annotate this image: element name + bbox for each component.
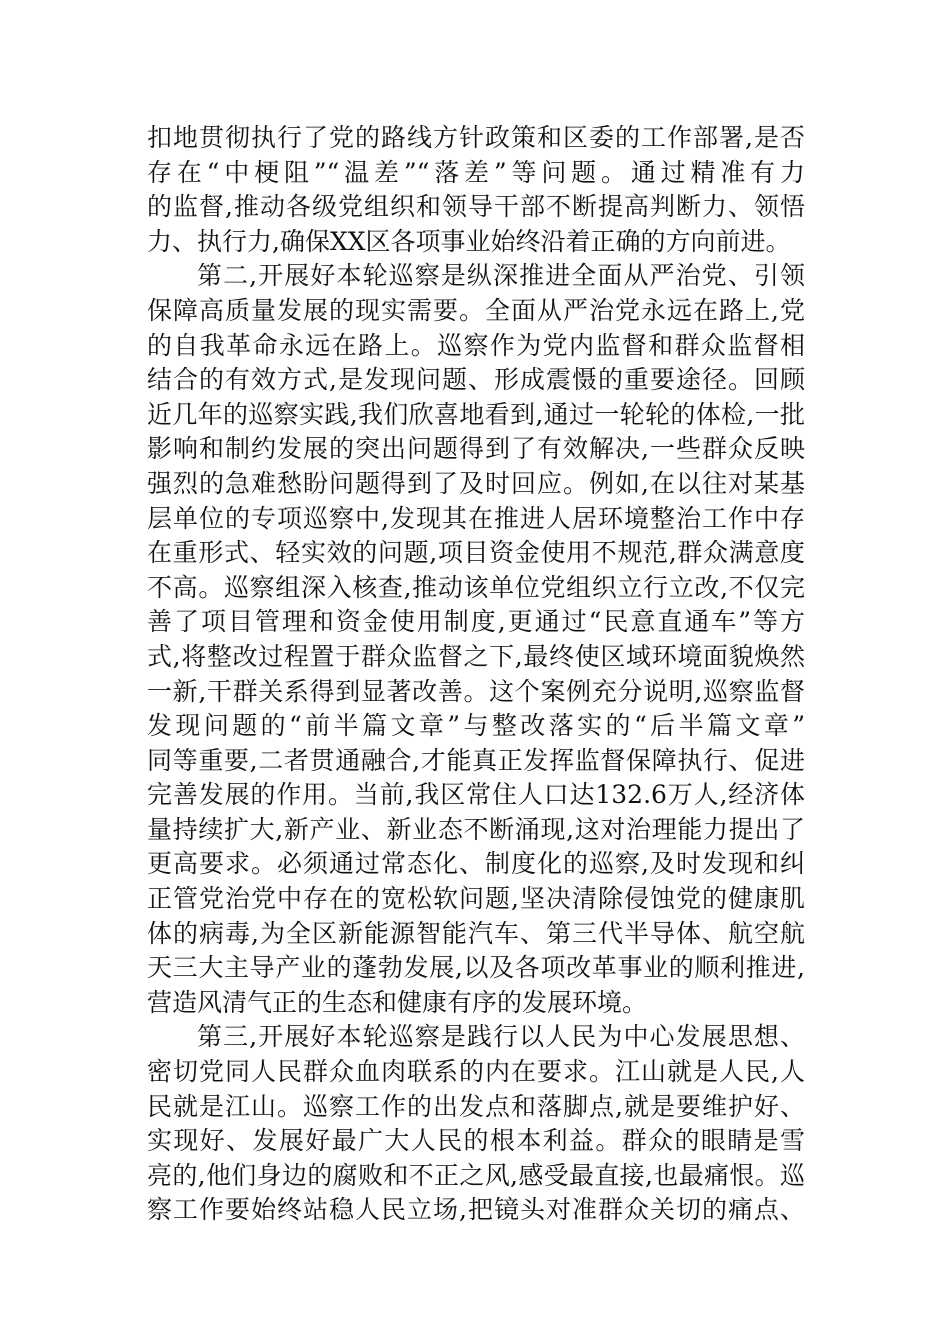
text-line: 天三大主导产业的蓬勃发展,以及各项改革事业的顺利推进,: [147, 953, 805, 983]
text-line: 结合的有效方式,是发现问题、形成震慑的重要途径。回顾: [147, 365, 805, 395]
text-line: 存在“中梗阻”“温差”“落差”等问题。通过精准有力: [147, 157, 805, 187]
text-line: 营造风清气正的生态和健康有序的发展环境。: [147, 987, 648, 1017]
text-line: 近几年的巡察实践,我们欣喜地看到,通过一轮轮的体检,一批: [147, 399, 805, 429]
text-line: 第二,开展好本轮巡察是纵深推进全面从严治党、引领: [197, 261, 805, 291]
text-line: 察工作要始终站稳人民立场,把镜头对准群众关切的痛点、: [147, 1195, 805, 1225]
text-line: 强烈的急难愁盼问题得到了及时回应。例如,在以往对某基: [147, 468, 805, 498]
text-line: 更高要求。必须通过常态化、制度化的巡察,及时发现和纠: [147, 849, 805, 879]
text-line: 在重形式、轻实效的问题,项目资金使用不规范,群众满意度: [147, 538, 805, 568]
text-line: 密切党同人民群众血肉联系的内在要求。江山就是人民,人: [147, 1057, 805, 1087]
text-line: 层单位的专项巡察中,发现其在推进人居环境整治工作中存: [147, 503, 805, 533]
body-text: [147, 121, 805, 1228]
text-line: 亮的,他们身边的腐败和不正之风,感受最直接,也最痛恨。巡: [147, 1160, 805, 1190]
text-line: 影响和制约发展的突出问题得到了有效解决,一些群众反映: [147, 434, 805, 464]
text-line: 的监督,推动各级党组织和领导干部不断提高判断力、领悟: [147, 192, 805, 222]
text-line: 第三,开展好本轮巡察是践行以人民为中心发展思想、: [197, 1022, 805, 1052]
text-line: 完善发展的作用。当前,我区常住人口达132.6万人,经济体: [147, 780, 805, 810]
text-line: 同等重要,二者贯通融合,才能真正发挥监督保障执行、促进: [147, 745, 805, 775]
text-line: 力、执行力,确保XX区各项事业始终沿着正确的方向前进。: [147, 226, 791, 256]
text-line: 保障高质量发展的现实需要。全面从严治党永远在路上,党: [147, 295, 805, 325]
text-line: 善了项目管理和资金使用制度,更通过“民意直通车”等方: [147, 607, 805, 637]
text-line: 民就是江山。巡察工作的出发点和落脚点,就是要维护好、: [147, 1091, 805, 1121]
text-line: 体的病毒,为全区新能源智能汽车、第三代半导体、航空航: [147, 918, 805, 948]
text-line: 发现问题的“前半篇文章”与整改落实的“后半篇文章”: [147, 711, 805, 741]
text-line: 的自我革命永远在路上。巡察作为党内监督和群众监督相: [147, 330, 805, 360]
text-line: 量持续扩大,新产业、新业态不断涌现,这对治理能力提出了: [147, 814, 805, 844]
text-line: 式,将整改过程置于群众监督之下,最终使区域环境面貌焕然: [147, 641, 805, 671]
text-line: 一新,干群关系得到显著改善。这个案例充分说明,巡察监督: [147, 676, 805, 706]
text-line: 不高。巡察组深入核查,推动该单位党组织立行立改,不仅完: [147, 572, 805, 602]
text-line: 实现好、发展好最广大人民的根本利益。群众的眼睛是雪: [147, 1126, 805, 1156]
text-line: 扣地贯彻执行了党的路线方针政策和区委的工作部署,是否: [147, 123, 805, 152]
text-line: 正管党治党中存在的宽松软问题,坚决清除侵蚀党的健康肌: [147, 884, 805, 914]
